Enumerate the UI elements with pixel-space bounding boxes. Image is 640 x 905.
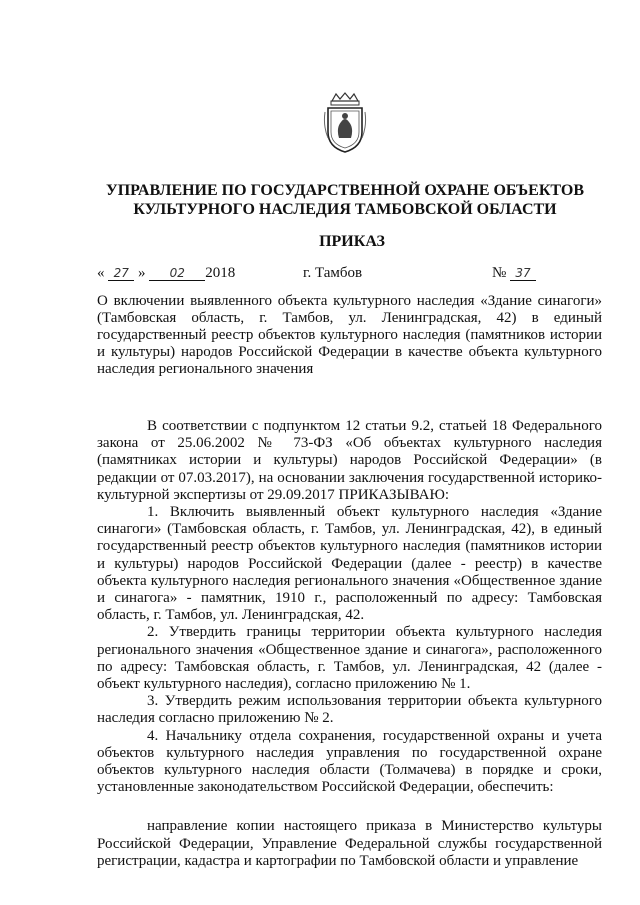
date-month: 02 (149, 266, 205, 281)
clause-4-subitem: направление копии настоящего приказа в Министерство культуры Российской Федерации, Управление Федеральной службы государственной регистрации, кадастра и картографии по Тамбовской области и управление (97, 818, 602, 869)
quote-close: » (138, 265, 146, 281)
preamble-paragraph: В соответствии с подпунктом 12 статьи 9.2, статьей 18 Федерального закона от 25.06.2002 № 73-ФЗ «Об объектах культурного наследия (памятниках истории и культуры) народов Российской Федерации» (в редакции от 07.03.2017), на основании заключения государственной историко-культурной экспертизы от 29.09.2017 ПРИКАЗЫВАЮ: (97, 418, 602, 503)
organization-name-line-2: КУЛЬТУРНОГО НАСЛЕДИЯ ТАМБОВСКОЙ ОБЛАСТИ (133, 201, 557, 218)
order-date (97, 265, 235, 282)
order-city: г. Тамбов (303, 265, 363, 281)
document-type-title: ПРИКАЗ (319, 233, 385, 250)
tambov-coat-of-arms-icon (322, 92, 368, 154)
clause-1: 1. Включить выявленный объект культурного наследия «Здание синагоги» (Тамбовская область, г. Тамбов, ул. Ленинградская, 42), в единый государственный реестр объектов культурного наследия (памятников истории и культуры) народов Российской Федерации (далее - реестр) в качестве объекта культурного наследия регионального значения «Общественное здание и синагога» - памятник, 1910 г., расположенный по адресу: Тамбовская область, г. Тамбов, ул. Ленинградская, 42. (97, 504, 602, 624)
clause-4: 4. Начальнику отдела сохранения, государственной охраны и учета объектов культурного наследия управления по государственной охране объектов культурного наследия области (Толмачева) в порядке и сроки, установленные законодательством Российской Федерации, обеспечить: (97, 727, 602, 796)
order-body (97, 418, 602, 870)
order-subject: О включении выявленного объекта культурного наследия «Здание синагоги» (Тамбовская область, г. Тамбов, ул. Ленинградская, 42) в единый государственный реестр объектов культурного наследия (памятников истории и культуры) народов Российской Федерации в качестве объекта культурного наследия регионального значения (97, 293, 602, 377)
clause-2: 2. Утвердить границы территории объекта культурного наследия регионального значения «Общественное здание и синагога», расположенного по адресу: Тамбовская область, г. Тамбов, ул. Ленинградская, 42 (далее - объект культурного наследия), согласно приложению № 1. (97, 624, 602, 693)
organization-name-line-1: УПРАВЛЕНИЕ ПО ГОСУДАРСТВЕННОЙ ОХРАНЕ ОБЪЕКТОВ (105, 182, 584, 199)
order-number (492, 265, 536, 282)
clause-3: 3. Утвердить режим использования территории объекта культурного наследия согласно приложению № 2. (97, 693, 602, 727)
number-value: 37 (510, 266, 536, 281)
quote-open: « (97, 265, 105, 281)
date-year: 2018 (205, 265, 236, 281)
number-label: № (492, 265, 507, 281)
date-day: 27 (108, 266, 134, 281)
